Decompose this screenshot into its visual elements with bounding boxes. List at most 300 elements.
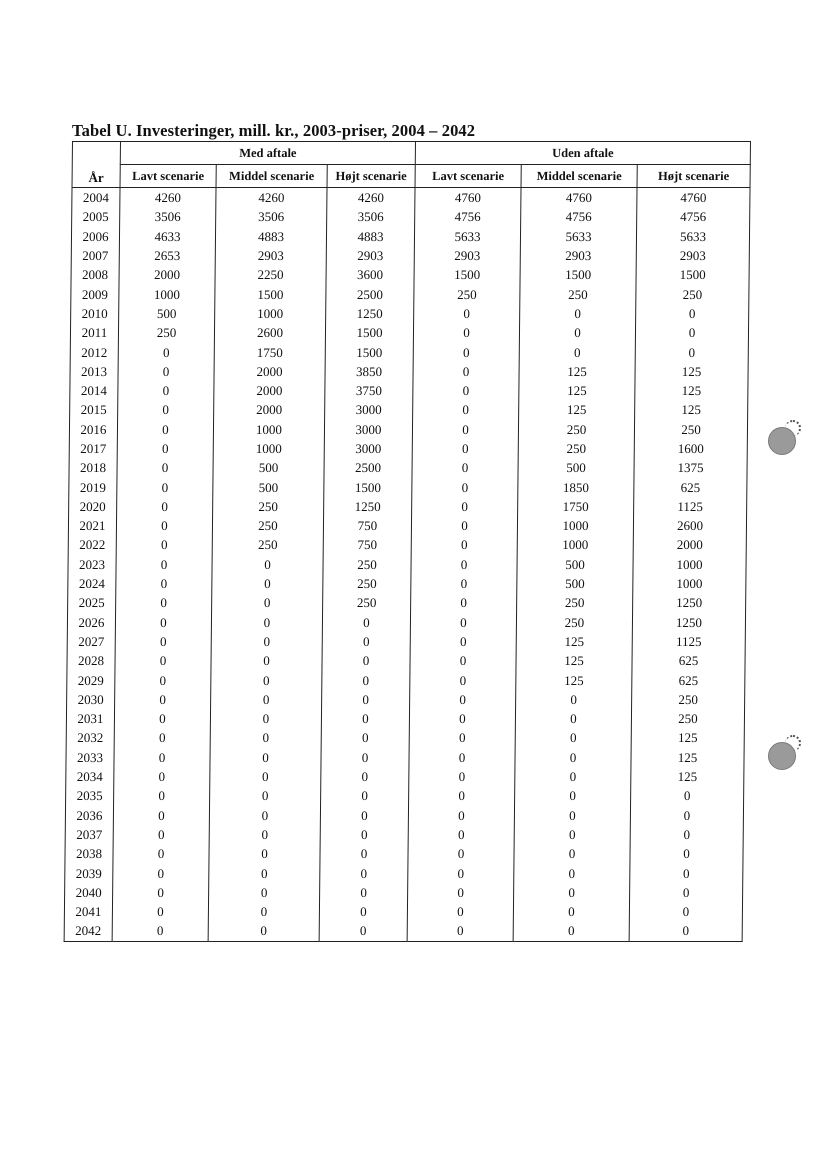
cell-uden-middel: 250 <box>518 420 634 439</box>
cell-uden-lavt: 0 <box>409 709 515 728</box>
table-row <box>67 613 745 632</box>
cell-uden-lavt: 0 <box>410 651 516 670</box>
cell-uden-lavt: 0 <box>412 497 518 516</box>
cell-uden-hojt: 0 <box>635 342 748 361</box>
cell-uden-hojt: 1250 <box>632 613 745 632</box>
cell-uden-middel: 500 <box>517 574 633 593</box>
cell-year: 2037 <box>65 825 113 844</box>
cell-year: 2008 <box>71 265 119 284</box>
table-row <box>70 342 748 361</box>
cell-uden-hojt: 1000 <box>633 555 746 574</box>
cell-uden-lavt: 0 <box>412 458 518 477</box>
cell-med-hojt: 750 <box>323 535 411 554</box>
cell-med-middel: 4260 <box>216 188 327 208</box>
cell-year: 2016 <box>69 420 117 439</box>
cell-uden-hojt: 250 <box>631 709 744 728</box>
cell-year: 2040 <box>65 883 113 902</box>
cell-uden-lavt: 0 <box>411 535 517 554</box>
cell-med-middel: 500 <box>213 477 324 496</box>
cell-med-lavt: 0 <box>116 574 212 593</box>
cell-uden-middel: 125 <box>519 400 635 419</box>
cell-year: 2018 <box>69 458 117 477</box>
cell-med-lavt: 0 <box>114 786 210 805</box>
table-row <box>70 323 748 342</box>
cell-med-hojt: 2500 <box>324 458 412 477</box>
cell-uden-hojt: 0 <box>629 902 742 921</box>
cell-med-middel: 0 <box>210 748 321 767</box>
table-row <box>69 497 747 516</box>
cell-year: 2026 <box>67 613 115 632</box>
cell-year: 2023 <box>68 555 116 574</box>
cell-year: 2032 <box>66 728 114 747</box>
table-row <box>67 690 745 709</box>
cell-year: 2004 <box>72 188 120 208</box>
table-row <box>67 632 745 651</box>
cell-med-lavt: 0 <box>115 651 211 670</box>
header-row-scenarios <box>72 165 750 188</box>
cell-uden-hojt: 125 <box>635 400 748 419</box>
cell-med-lavt: 0 <box>117 497 213 516</box>
cell-med-hojt: 0 <box>322 632 410 651</box>
cell-med-lavt: 0 <box>113 844 209 863</box>
group-header-med-aftale: Med aftale <box>120 142 415 165</box>
cell-med-lavt: 0 <box>114 748 210 767</box>
cell-med-hojt: 4260 <box>327 188 415 208</box>
cell-med-hojt: 3506 <box>327 207 415 226</box>
cell-med-hojt: 3850 <box>325 362 413 381</box>
table-row <box>66 748 744 767</box>
cell-med-middel: 2600 <box>214 323 325 342</box>
cell-med-lavt: 0 <box>116 516 212 535</box>
cell-uden-hojt: 2000 <box>633 535 746 554</box>
cell-med-hojt: 250 <box>323 555 411 574</box>
cell-year: 2012 <box>70 342 118 361</box>
cell-year: 2019 <box>69 477 117 496</box>
cell-med-middel: 250 <box>212 535 323 554</box>
cell-med-lavt: 0 <box>115 632 211 651</box>
cell-med-middel: 4883 <box>215 227 326 246</box>
cell-year: 2033 <box>66 748 114 767</box>
cell-uden-middel: 0 <box>513 921 629 941</box>
cell-med-middel: 0 <box>212 574 323 593</box>
cell-med-hojt: 0 <box>320 844 408 863</box>
cell-med-lavt: 0 <box>113 863 209 882</box>
cell-year: 2038 <box>65 844 113 863</box>
cell-med-hojt: 1500 <box>325 323 413 342</box>
cell-uden-hojt: 1125 <box>632 632 745 651</box>
cell-uden-hojt: 125 <box>635 362 748 381</box>
table-row <box>64 902 742 921</box>
cell-med-hojt: 0 <box>320 863 408 882</box>
cell-year: 2020 <box>69 497 117 516</box>
cell-year: 2039 <box>65 863 113 882</box>
cell-uden-hojt: 125 <box>635 381 748 400</box>
cell-uden-hojt: 0 <box>630 863 743 882</box>
cell-uden-middel: 0 <box>514 863 630 882</box>
cell-uden-hojt: 250 <box>636 284 749 303</box>
cell-uden-hojt: 1250 <box>633 593 746 612</box>
cell-uden-middel: 125 <box>516 632 632 651</box>
cell-uden-hojt: 0 <box>629 921 742 941</box>
cell-uden-lavt: 0 <box>413 381 519 400</box>
cell-uden-hojt: 1375 <box>634 458 747 477</box>
cell-med-middel: 1750 <box>214 342 325 361</box>
cell-med-middel: 2903 <box>215 246 326 265</box>
cell-med-hojt: 3000 <box>324 439 412 458</box>
cell-med-middel: 0 <box>209 863 320 882</box>
cell-uden-middel: 0 <box>515 786 631 805</box>
cell-uden-middel: 0 <box>513 902 629 921</box>
cell-uden-lavt: 5633 <box>414 227 520 246</box>
cell-year: 2041 <box>64 902 112 921</box>
cell-year: 2011 <box>70 323 118 342</box>
table-row <box>65 863 743 882</box>
cell-med-lavt: 0 <box>117 420 213 439</box>
cell-uden-hojt: 250 <box>632 690 745 709</box>
cell-uden-middel: 0 <box>514 825 630 844</box>
cell-med-lavt: 500 <box>119 304 215 323</box>
cell-uden-hojt: 625 <box>634 477 747 496</box>
cell-med-hojt: 3600 <box>326 265 414 284</box>
cell-med-middel: 2250 <box>215 265 326 284</box>
cell-year: 2024 <box>68 574 116 593</box>
cell-year: 2030 <box>67 690 115 709</box>
table-row <box>68 516 746 535</box>
cell-med-lavt: 0 <box>112 921 208 941</box>
cell-med-middel: 1000 <box>215 304 326 323</box>
table-row <box>71 227 749 246</box>
cell-med-lavt: 2000 <box>119 265 215 284</box>
cell-med-lavt: 2653 <box>119 246 215 265</box>
cell-uden-lavt: 0 <box>413 342 519 361</box>
cell-med-lavt: 0 <box>116 535 212 554</box>
cell-med-middel: 0 <box>211 651 322 670</box>
table-row <box>65 825 743 844</box>
cell-med-lavt: 0 <box>117 477 213 496</box>
table-row <box>67 651 745 670</box>
cell-year: 2035 <box>66 786 114 805</box>
cell-uden-middel: 0 <box>514 883 630 902</box>
cell-med-middel: 250 <box>213 497 324 516</box>
cell-uden-lavt: 0 <box>408 844 514 863</box>
cell-uden-lavt: 0 <box>411 574 517 593</box>
cell-med-lavt: 0 <box>117 458 213 477</box>
cell-uden-middel: 125 <box>516 651 632 670</box>
cell-med-hojt: 0 <box>321 728 409 747</box>
cell-uden-middel: 500 <box>518 458 634 477</box>
table-row <box>72 188 750 208</box>
cell-uden-lavt: 1500 <box>414 265 520 284</box>
cell-med-lavt: 250 <box>118 323 214 342</box>
cell-year: 2021 <box>68 516 116 535</box>
cell-med-hojt: 2903 <box>326 246 414 265</box>
table-row <box>70 400 748 419</box>
cell-med-hojt: 3000 <box>325 400 413 419</box>
cell-med-hojt: 0 <box>320 883 408 902</box>
table-row <box>72 207 750 226</box>
cell-med-middel: 0 <box>212 593 323 612</box>
cell-uden-middel: 4760 <box>521 188 637 208</box>
cell-med-lavt: 0 <box>115 690 211 709</box>
cell-med-middel: 0 <box>209 825 320 844</box>
table-row <box>66 728 744 747</box>
cell-year: 2015 <box>70 400 118 419</box>
cell-uden-middel: 0 <box>514 844 630 863</box>
cell-uden-lavt: 0 <box>412 477 518 496</box>
cell-year: 2009 <box>71 284 119 303</box>
cell-uden-hojt: 1500 <box>636 265 749 284</box>
table-row <box>65 844 743 863</box>
cell-med-middel: 1000 <box>213 420 324 439</box>
cell-uden-lavt: 0 <box>408 806 514 825</box>
cell-uden-lavt: 2903 <box>414 246 520 265</box>
cell-year: 2042 <box>64 921 112 941</box>
cell-med-middel: 500 <box>213 458 324 477</box>
cell-uden-middel: 1000 <box>517 516 633 535</box>
cell-med-lavt: 0 <box>113 825 209 844</box>
cell-uden-lavt: 0 <box>407 902 513 921</box>
cell-year: 2031 <box>66 709 114 728</box>
cell-year: 2014 <box>70 381 118 400</box>
cell-med-middel: 3506 <box>216 207 327 226</box>
cell-uden-middel: 1000 <box>517 535 633 554</box>
cell-med-middel: 0 <box>210 709 321 728</box>
cell-med-lavt: 0 <box>118 362 214 381</box>
cell-med-middel: 0 <box>210 728 321 747</box>
table-row <box>70 362 748 381</box>
cell-uden-lavt: 0 <box>409 786 515 805</box>
cell-med-lavt: 1000 <box>119 284 215 303</box>
cell-med-hojt: 3000 <box>324 420 412 439</box>
cell-uden-lavt: 0 <box>409 728 515 747</box>
cell-year: 2036 <box>65 806 113 825</box>
cell-uden-middel: 250 <box>520 284 636 303</box>
cell-med-hojt: 0 <box>322 690 410 709</box>
cell-med-lavt: 0 <box>118 381 214 400</box>
cell-uden-lavt: 0 <box>410 632 516 651</box>
cell-med-hojt: 3750 <box>325 381 413 400</box>
cell-uden-middel: 500 <box>517 555 633 574</box>
cell-med-hojt: 1500 <box>325 342 413 361</box>
cell-med-lavt: 0 <box>115 670 211 689</box>
cell-uden-hojt: 0 <box>636 304 749 323</box>
cell-uden-hojt: 1000 <box>633 574 746 593</box>
cell-uden-middel: 5633 <box>520 227 636 246</box>
cell-med-hojt: 0 <box>321 748 409 767</box>
table-row <box>66 767 744 786</box>
page-title: Tabel U. Investeringer, mill. kr., 2003-priser, 2004 – 2042 <box>72 121 476 140</box>
cell-uden-hojt: 0 <box>630 844 743 863</box>
col-header-uden-lavt: Lavt scenarie <box>415 165 521 188</box>
cell-med-lavt: 4260 <box>120 188 216 208</box>
cell-year: 2005 <box>72 207 120 226</box>
table-row <box>69 477 747 496</box>
punch-hole-icon <box>768 427 796 455</box>
cell-uden-lavt: 0 <box>411 593 517 612</box>
cell-med-middel: 0 <box>210 767 321 786</box>
cell-uden-lavt: 0 <box>409 748 515 767</box>
cell-uden-hojt: 2903 <box>636 246 749 265</box>
cell-uden-middel: 0 <box>519 323 635 342</box>
cell-med-hojt: 1250 <box>326 304 414 323</box>
cell-year: 2007 <box>71 246 119 265</box>
table-row <box>71 304 749 323</box>
cell-uden-hojt: 125 <box>631 728 744 747</box>
cell-uden-hojt: 125 <box>631 767 744 786</box>
cell-uden-hojt: 0 <box>630 825 743 844</box>
cell-med-lavt: 0 <box>114 767 210 786</box>
cell-uden-middel: 1500 <box>520 265 636 284</box>
col-header-uden-middel: Middel scenarie <box>521 165 637 188</box>
cell-year: 2029 <box>67 670 115 689</box>
cell-med-hojt: 2500 <box>326 284 414 303</box>
cell-med-lavt: 0 <box>114 728 210 747</box>
table-row <box>68 535 746 554</box>
cell-med-middel: 0 <box>210 786 321 805</box>
cell-uden-lavt: 4756 <box>415 207 521 226</box>
cell-uden-lavt: 4760 <box>415 188 521 208</box>
cell-med-hojt: 0 <box>322 613 410 632</box>
cell-uden-lavt: 0 <box>413 362 519 381</box>
cell-uden-hojt: 250 <box>634 420 747 439</box>
cell-year: 2017 <box>69 439 117 458</box>
cell-med-lavt: 0 <box>113 883 209 902</box>
cell-year: 2028 <box>67 651 115 670</box>
cell-uden-hojt: 4756 <box>637 207 750 226</box>
cell-med-hojt: 0 <box>321 767 409 786</box>
table-row <box>67 670 745 689</box>
cell-med-hojt: 750 <box>323 516 411 535</box>
cell-uden-middel: 0 <box>514 806 630 825</box>
cell-med-middel: 2000 <box>214 362 325 381</box>
cell-year: 2013 <box>70 362 118 381</box>
cell-uden-middel: 0 <box>515 767 631 786</box>
cell-uden-middel: 4756 <box>521 207 637 226</box>
cell-med-hojt: 250 <box>323 574 411 593</box>
cell-med-hojt: 0 <box>321 786 409 805</box>
cell-med-lavt: 4633 <box>119 227 215 246</box>
cell-uden-middel: 250 <box>517 593 633 612</box>
header-row-groups <box>72 142 750 165</box>
cell-uden-hojt: 1600 <box>634 439 747 458</box>
table-row <box>69 420 747 439</box>
cell-med-hojt: 0 <box>320 825 408 844</box>
cell-uden-middel: 125 <box>516 670 632 689</box>
cell-uden-middel: 0 <box>519 342 635 361</box>
cell-uden-middel: 0 <box>515 748 631 767</box>
cell-uden-lavt: 0 <box>410 613 516 632</box>
cell-med-lavt: 0 <box>118 342 214 361</box>
table-row <box>69 439 747 458</box>
cell-med-hojt: 0 <box>322 670 410 689</box>
table-row <box>68 593 746 612</box>
cell-med-hojt: 0 <box>319 902 407 921</box>
cell-uden-lavt: 0 <box>407 921 513 941</box>
table-row <box>71 246 749 265</box>
table-row <box>68 574 746 593</box>
cell-med-middel: 0 <box>211 613 322 632</box>
cell-uden-lavt: 0 <box>413 400 519 419</box>
cell-med-hojt: 0 <box>320 806 408 825</box>
cell-uden-middel: 250 <box>516 613 632 632</box>
cell-uden-hojt: 0 <box>630 883 743 902</box>
col-header-med-lavt: Lavt scenarie <box>120 165 216 188</box>
cell-uden-middel: 2903 <box>520 246 636 265</box>
cell-med-hojt: 0 <box>321 709 409 728</box>
cell-year: 2010 <box>71 304 119 323</box>
table-body <box>64 188 750 942</box>
group-header-uden-aftale: Uden aftale <box>415 142 750 165</box>
cell-uden-hojt: 0 <box>635 323 748 342</box>
cell-med-lavt: 0 <box>117 439 213 458</box>
cell-med-middel: 1500 <box>215 284 326 303</box>
cell-uden-hojt: 125 <box>631 748 744 767</box>
cell-med-hojt: 4883 <box>326 227 414 246</box>
cell-uden-lavt: 0 <box>411 516 517 535</box>
cell-med-middel: 2000 <box>214 400 325 419</box>
table-row <box>66 709 744 728</box>
cell-uden-lavt: 0 <box>411 555 517 574</box>
col-header-med-hojt: Højt scenarie <box>327 165 415 188</box>
cell-uden-middel: 250 <box>518 439 634 458</box>
cell-med-hojt: 0 <box>322 651 410 670</box>
col-header-med-middel: Middel scenarie <box>216 165 327 188</box>
table-row <box>64 921 742 941</box>
cell-med-middel: 1000 <box>213 439 324 458</box>
cell-uden-lavt: 0 <box>413 323 519 342</box>
cell-med-lavt: 3506 <box>120 207 216 226</box>
cell-med-lavt: 0 <box>115 613 211 632</box>
cell-uden-middel: 0 <box>515 728 631 747</box>
cell-uden-hojt: 4760 <box>637 188 750 208</box>
cell-med-middel: 0 <box>212 555 323 574</box>
cell-med-middel: 0 <box>208 921 319 941</box>
cell-uden-lavt: 0 <box>410 670 516 689</box>
cell-med-lavt: 0 <box>113 806 209 825</box>
col-header-uden-hojt: Højt scenarie <box>637 165 750 188</box>
cell-uden-hojt: 625 <box>632 651 745 670</box>
cell-uden-middel: 0 <box>515 709 631 728</box>
cell-med-lavt: 0 <box>118 400 214 419</box>
cell-uden-middel: 0 <box>516 690 632 709</box>
cell-med-hojt: 1500 <box>324 477 412 496</box>
cell-med-middel: 0 <box>208 902 319 921</box>
table-row <box>71 265 749 284</box>
cell-uden-lavt: 0 <box>408 883 514 902</box>
cell-uden-hojt: 5633 <box>636 227 749 246</box>
cell-med-middel: 0 <box>209 844 320 863</box>
cell-uden-lavt: 0 <box>408 863 514 882</box>
cell-uden-middel: 125 <box>519 362 635 381</box>
table-row <box>65 883 743 902</box>
cell-uden-hojt: 0 <box>630 806 743 825</box>
cell-uden-lavt: 0 <box>408 825 514 844</box>
investment-table <box>64 141 751 942</box>
cell-med-middel: 2000 <box>214 381 325 400</box>
cell-uden-hojt: 0 <box>631 786 744 805</box>
cell-med-middel: 0 <box>209 806 320 825</box>
cell-med-hojt: 250 <box>323 593 411 612</box>
table-row <box>71 284 749 303</box>
cell-uden-hojt: 1125 <box>634 497 747 516</box>
year-header: År <box>72 142 120 188</box>
cell-med-lavt: 0 <box>116 555 212 574</box>
cell-year: 2027 <box>67 632 115 651</box>
cell-med-hojt: 0 <box>319 921 407 941</box>
cell-uden-hojt: 625 <box>632 670 745 689</box>
cell-uden-middel: 0 <box>520 304 636 323</box>
table-row <box>66 786 744 805</box>
